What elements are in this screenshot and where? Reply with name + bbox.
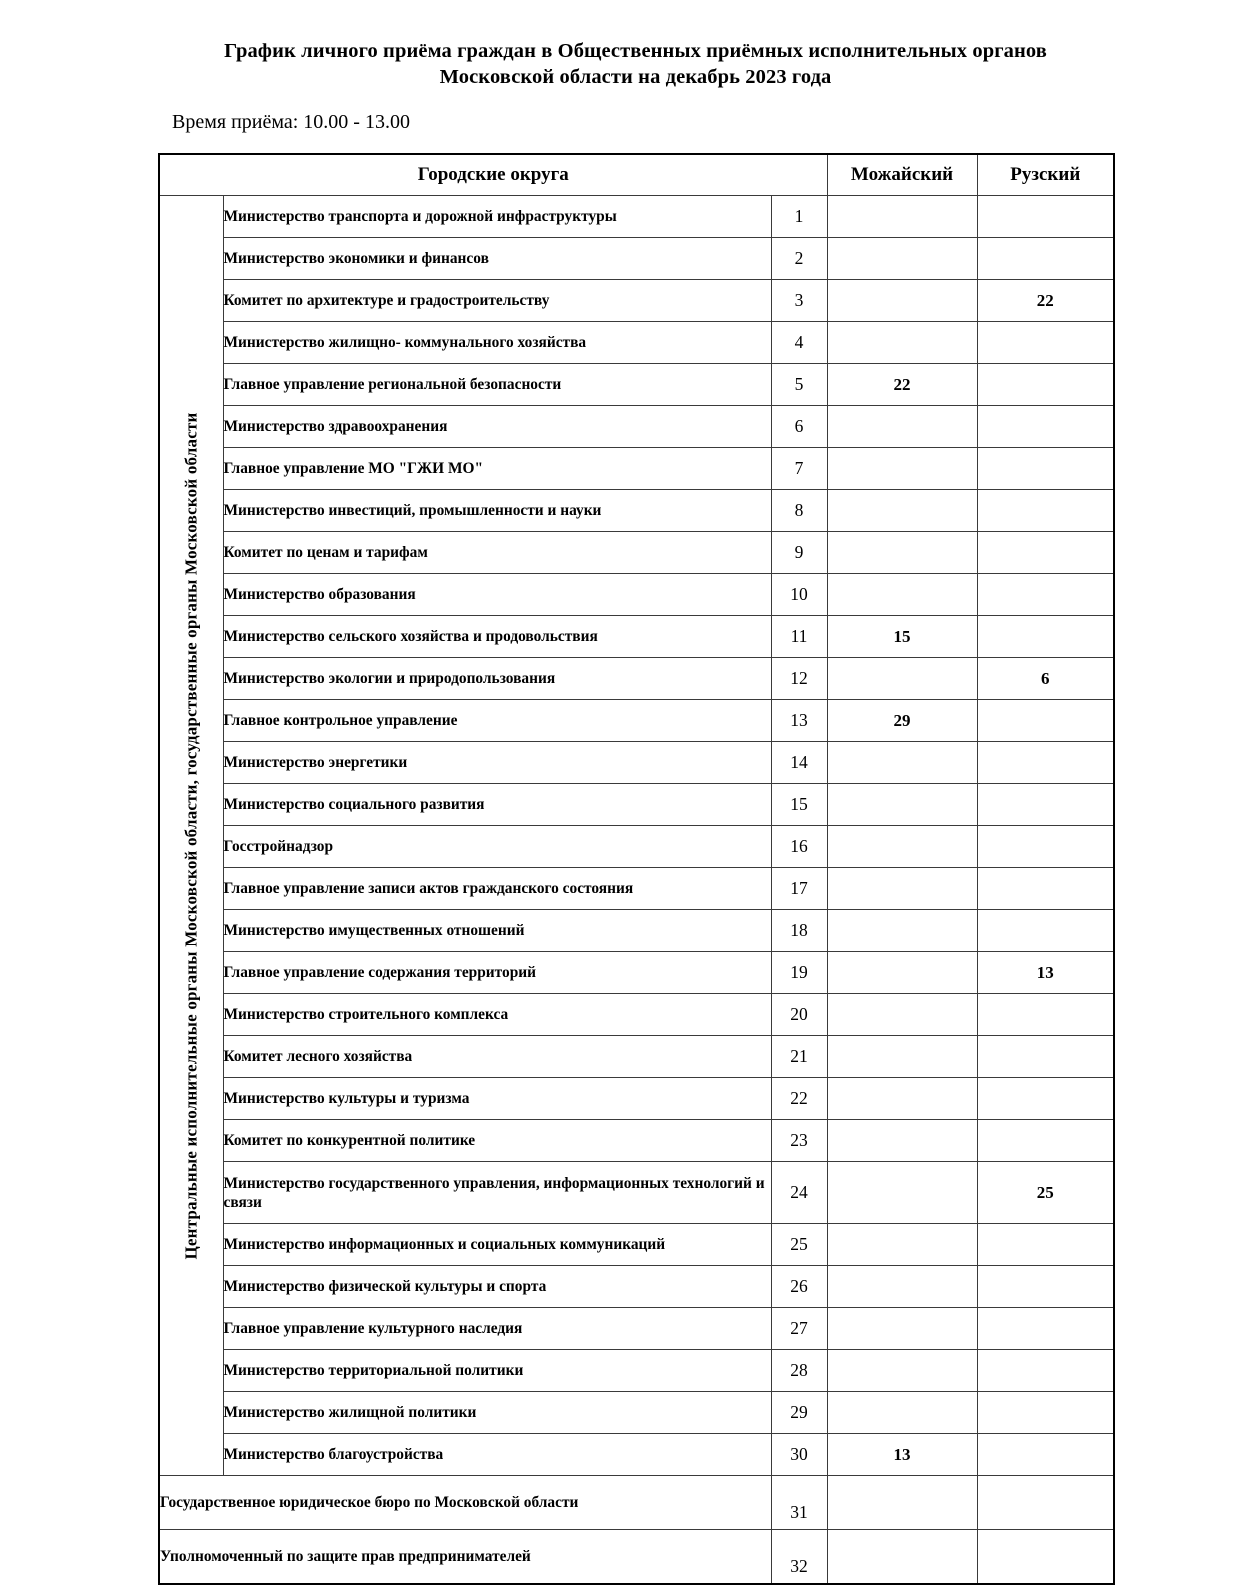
table-row xyxy=(159,826,1114,868)
table-row xyxy=(159,1308,1114,1350)
row-number-cell: 25 xyxy=(771,1224,827,1266)
mozhaysky-value-cell xyxy=(827,1350,977,1392)
org-name-cell: Министерство инвестиций, промышленности и науки xyxy=(223,490,771,532)
table-head xyxy=(159,154,1114,196)
table-row xyxy=(159,364,1114,406)
row-number-cell: 21 xyxy=(771,1036,827,1078)
row-number-cell: 28 xyxy=(771,1350,827,1392)
table-body xyxy=(159,196,1114,1584)
table-row xyxy=(159,1392,1114,1434)
row-number-cell: 11 xyxy=(771,616,827,658)
row-number-cell: 14 xyxy=(771,742,827,784)
table-row xyxy=(159,1162,1114,1224)
table-row xyxy=(159,406,1114,448)
mozhaysky-value-cell xyxy=(827,952,977,994)
row-number-cell: 4 xyxy=(771,322,827,364)
mozhaysky-value-cell xyxy=(827,448,977,490)
ruzsky-value-cell xyxy=(977,1224,1114,1266)
ruzsky-value-cell xyxy=(977,1036,1114,1078)
table-row xyxy=(159,1476,1114,1530)
row-number-cell: 32 xyxy=(771,1530,827,1584)
row-number-cell: 29 xyxy=(771,1392,827,1434)
mozhaysky-value-cell xyxy=(827,658,977,700)
row-number-cell: 5 xyxy=(771,364,827,406)
org-name-cell: Главное управление содержания территорий xyxy=(223,952,771,994)
row-number-cell: 22 xyxy=(771,1078,827,1120)
mozhaysky-value-cell xyxy=(827,406,977,448)
table-row xyxy=(159,280,1114,322)
table-row xyxy=(159,742,1114,784)
table-row xyxy=(159,532,1114,574)
mozhaysky-value-cell xyxy=(827,868,977,910)
ruzsky-value-cell xyxy=(977,784,1114,826)
table-row xyxy=(159,1350,1114,1392)
org-name-cell: Главное управление МО "ГЖИ МО" xyxy=(223,448,771,490)
mozhaysky-value-cell xyxy=(827,1266,977,1308)
mozhaysky-value-cell xyxy=(827,322,977,364)
mozhaysky-value-cell: 22 xyxy=(827,364,977,406)
table-row xyxy=(159,952,1114,994)
row-number-cell: 12 xyxy=(771,658,827,700)
row-number-cell: 23 xyxy=(771,1120,827,1162)
ruzsky-value-cell xyxy=(977,406,1114,448)
table-row xyxy=(159,700,1114,742)
ruzsky-value-cell xyxy=(977,910,1114,952)
row-number-cell: 8 xyxy=(771,490,827,532)
mozhaysky-value-cell xyxy=(827,574,977,616)
table-row xyxy=(159,1530,1114,1584)
mozhaysky-value-cell xyxy=(827,1036,977,1078)
mozhaysky-value-cell: 15 xyxy=(827,616,977,658)
ruzsky-value-cell xyxy=(977,1530,1114,1584)
row-number-cell: 10 xyxy=(771,574,827,616)
org-name-cell: Министерство транспорта и дорожной инфраструктуры xyxy=(223,196,771,238)
org-name-cell: Министерство энергетики xyxy=(223,742,771,784)
mozhaysky-value-cell: 13 xyxy=(827,1434,977,1476)
ruzsky-value-cell xyxy=(977,238,1114,280)
table-row xyxy=(159,322,1114,364)
ruzsky-value-cell xyxy=(977,322,1114,364)
ruzsky-value-cell xyxy=(977,742,1114,784)
row-number-cell: 16 xyxy=(771,826,827,868)
table-row xyxy=(159,1078,1114,1120)
org-name-cell: Министерство экологии и природопользования xyxy=(223,658,771,700)
row-number-cell: 24 xyxy=(771,1162,827,1224)
group-label-text: Центральные исполнительные органы Московской области, государственные органы Московской области xyxy=(181,411,201,1260)
row-number-cell: 9 xyxy=(771,532,827,574)
page-title-line-2: Московской области на декабрь 2023 года xyxy=(439,66,832,88)
page-title xyxy=(158,38,1113,90)
row-number-cell: 27 xyxy=(771,1308,827,1350)
org-name-cell: Главное управление записи актов гражданского состояния xyxy=(223,868,771,910)
mozhaysky-value-cell xyxy=(827,1530,977,1584)
org-name-cell: Министерство территориальной политики xyxy=(223,1350,771,1392)
mozhaysky-value-cell xyxy=(827,196,977,238)
table-row xyxy=(159,574,1114,616)
table-row xyxy=(159,196,1114,238)
row-number-cell: 1 xyxy=(771,196,827,238)
row-number-cell: 3 xyxy=(771,280,827,322)
mozhaysky-value-cell xyxy=(827,490,977,532)
row-number-cell: 15 xyxy=(771,784,827,826)
group-label-cell xyxy=(159,196,223,1476)
table-row xyxy=(159,616,1114,658)
org-name-cell: Министерство образования xyxy=(223,574,771,616)
ruzsky-value-cell: 22 xyxy=(977,280,1114,322)
row-number-cell: 6 xyxy=(771,406,827,448)
table-row xyxy=(159,1434,1114,1476)
org-name-cell: Комитет по ценам и тарифам xyxy=(223,532,771,574)
ruzsky-value-cell xyxy=(977,364,1114,406)
row-number-cell: 26 xyxy=(771,1266,827,1308)
mozhaysky-value-cell xyxy=(827,238,977,280)
schedule-table xyxy=(158,153,1115,1585)
org-name-cell: Министерство социального развития xyxy=(223,784,771,826)
ruzsky-value-cell xyxy=(977,994,1114,1036)
ruzsky-value-cell xyxy=(977,1434,1114,1476)
mozhaysky-value-cell xyxy=(827,742,977,784)
ruzsky-value-cell xyxy=(977,1120,1114,1162)
mozhaysky-value-cell xyxy=(827,1392,977,1434)
row-number-cell: 13 xyxy=(771,700,827,742)
org-name-cell: Министерство здравоохранения xyxy=(223,406,771,448)
org-name-cell: Комитет по архитектуре и градостроительству xyxy=(223,280,771,322)
ruzsky-value-cell xyxy=(977,1308,1114,1350)
mozhaysky-value-cell xyxy=(827,1120,977,1162)
row-number-cell: 18 xyxy=(771,910,827,952)
row-number-cell: 17 xyxy=(771,868,827,910)
mozhaysky-value-cell xyxy=(827,1162,977,1224)
row-number-cell: 30 xyxy=(771,1434,827,1476)
org-name-cell: Министерство культуры и туризма xyxy=(223,1078,771,1120)
row-number-cell: 2 xyxy=(771,238,827,280)
table-row xyxy=(159,784,1114,826)
reception-time: Время приёма: 10.00 - 13.00 xyxy=(172,111,410,133)
ruzsky-value-cell xyxy=(977,1476,1114,1530)
org-name-cell: Министерство строительного комплекса xyxy=(223,994,771,1036)
mozhaysky-value-cell xyxy=(827,826,977,868)
org-name-cell: Уполномоченный по защите прав предпринимателей xyxy=(159,1530,771,1584)
mozhaysky-value-cell xyxy=(827,532,977,574)
mozhaysky-value-cell xyxy=(827,280,977,322)
ruzsky-value-cell: 13 xyxy=(977,952,1114,994)
ruzsky-value-cell: 6 xyxy=(977,658,1114,700)
ruzsky-value-cell xyxy=(977,868,1114,910)
ruzsky-value-cell xyxy=(977,1392,1114,1434)
table-row xyxy=(159,868,1114,910)
table-row xyxy=(159,1036,1114,1078)
ruzsky-value-cell xyxy=(977,616,1114,658)
mozhaysky-value-cell xyxy=(827,910,977,952)
org-name-cell: Комитет по конкурентной политике xyxy=(223,1120,771,1162)
ruzsky-value-cell xyxy=(977,532,1114,574)
ruzsky-value-cell xyxy=(977,448,1114,490)
ruzsky-value-cell xyxy=(977,1350,1114,1392)
org-name-cell: Госстройнадзор xyxy=(223,826,771,868)
table-row xyxy=(159,448,1114,490)
mozhaysky-value-cell xyxy=(827,1476,977,1530)
org-name-cell: Министерство жилищной политики xyxy=(223,1392,771,1434)
column-header-ruzsky: Рузский xyxy=(977,154,1114,196)
table-row xyxy=(159,1224,1114,1266)
ruzsky-value-cell xyxy=(977,490,1114,532)
row-number-cell: 7 xyxy=(771,448,827,490)
org-name-cell: Министерство имущественных отношений xyxy=(223,910,771,952)
org-name-cell: Министерство благоустройства xyxy=(223,1434,771,1476)
org-name-cell: Главное управление региональной безопасности xyxy=(223,364,771,406)
table-row xyxy=(159,994,1114,1036)
table-row xyxy=(159,1266,1114,1308)
mozhaysky-value-cell xyxy=(827,784,977,826)
mozhaysky-value-cell xyxy=(827,1224,977,1266)
table-row xyxy=(159,1120,1114,1162)
mozhaysky-value-cell: 29 xyxy=(827,700,977,742)
org-name-cell: Комитет лесного хозяйства xyxy=(223,1036,771,1078)
column-header-mozhaysky: Можайский xyxy=(827,154,977,196)
row-number-cell: 20 xyxy=(771,994,827,1036)
row-number-cell: 19 xyxy=(771,952,827,994)
row-number-cell: 31 xyxy=(771,1476,827,1530)
ruzsky-value-cell xyxy=(977,574,1114,616)
org-name-cell: Главное контрольное управление xyxy=(223,700,771,742)
mozhaysky-value-cell xyxy=(827,994,977,1036)
org-name-cell: Министерство информационных и социальных коммуникаций xyxy=(223,1224,771,1266)
table-header-row xyxy=(159,154,1114,196)
org-name-cell: Государственное юридическое бюро по Московской области xyxy=(159,1476,771,1530)
page-title-line-1: График личного приёма граждан в Общественных приёмных исполнительных органов xyxy=(224,40,1047,62)
org-name-cell: Министерство государственного управления, информационных технологий и связи xyxy=(223,1162,771,1224)
ruzsky-value-cell xyxy=(977,196,1114,238)
table-row xyxy=(159,910,1114,952)
table-row xyxy=(159,490,1114,532)
org-name-cell: Министерство сельского хозяйства и продовольствия xyxy=(223,616,771,658)
org-name-cell: Министерство экономики и финансов xyxy=(223,238,771,280)
org-name-cell: Министерство физической культуры и спорта xyxy=(223,1266,771,1308)
mozhaysky-value-cell xyxy=(827,1078,977,1120)
ruzsky-value-cell xyxy=(977,1078,1114,1120)
ruzsky-value-cell xyxy=(977,1266,1114,1308)
table-row xyxy=(159,658,1114,700)
ruzsky-value-cell xyxy=(977,700,1114,742)
ruzsky-value-cell xyxy=(977,826,1114,868)
org-name-cell: Министерство жилищно- коммунального хозяйства xyxy=(223,322,771,364)
mozhaysky-value-cell xyxy=(827,1308,977,1350)
column-header-okruga: Городские округа xyxy=(159,154,827,196)
org-name-cell: Главное управление культурного наследия xyxy=(223,1308,771,1350)
ruzsky-value-cell: 25 xyxy=(977,1162,1114,1224)
table-row xyxy=(159,238,1114,280)
